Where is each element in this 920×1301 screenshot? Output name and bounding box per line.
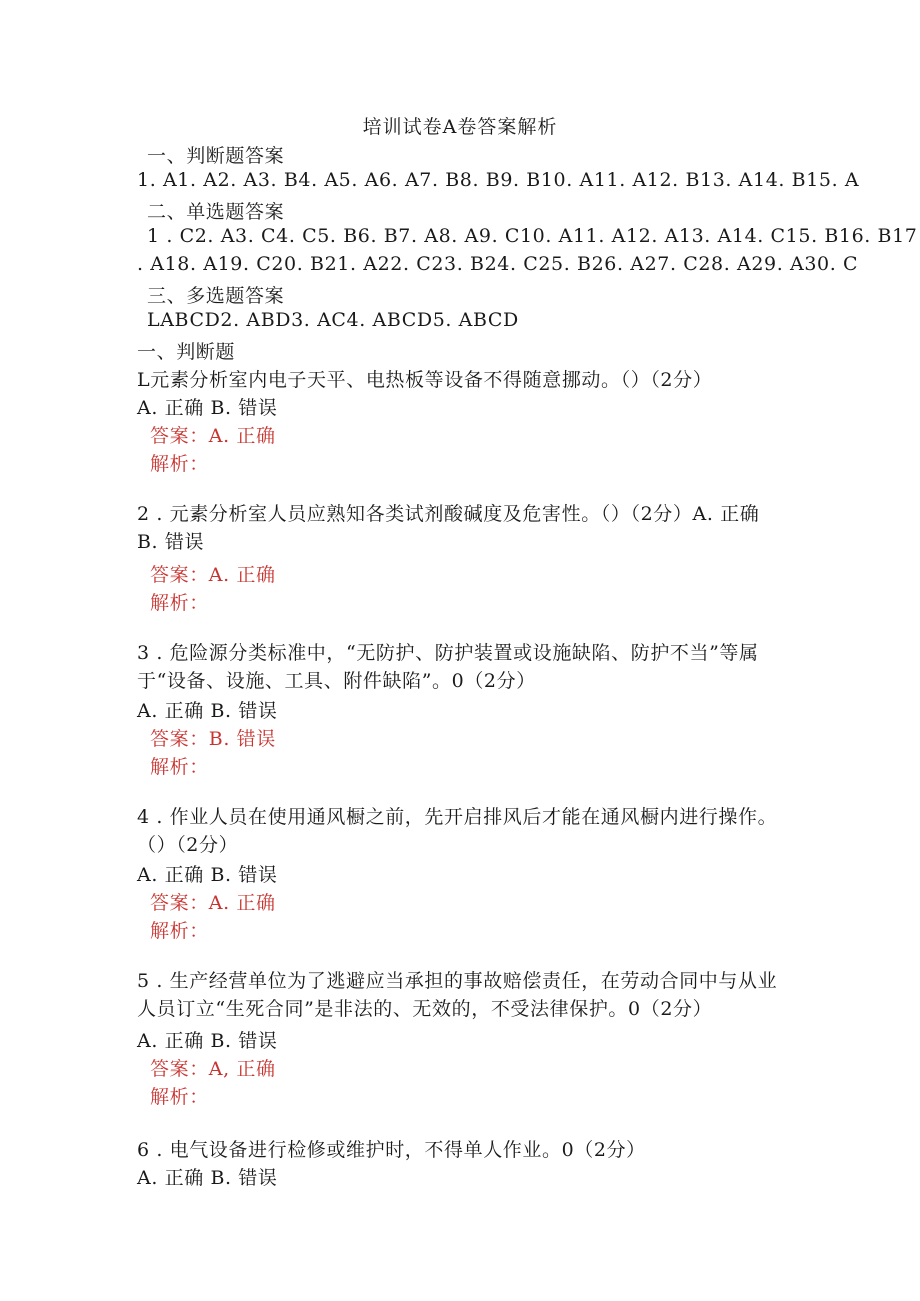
question-3-answer: 答案：B. 错误 <box>150 728 276 750</box>
question-6-options: A. 正确 B. 错误 <box>137 1167 278 1189</box>
question-4-analysis: 解析： <box>150 920 209 942</box>
question-3-analysis: 解析： <box>150 756 209 778</box>
question-5-text: 5 . 生产经营单位为了逃避应当承担的事故赔偿责任，在劳动合同中与从业人员订立“生死合同”是非法的、无效的，不受法律保护。0（2分） <box>137 970 778 1020</box>
question-4-text: 4 . 作业人员在使用通风橱之前，先开启排风后才能在通风橱内进行操作。（）（2分） <box>137 806 778 856</box>
section2-answers-line1: 1 . C2. A3. C4. C5. B6. B7. A8. A9. C10. A11. A12. A13. A14. C15. B16. B17 <box>147 225 918 247</box>
document-title: 培训试卷A卷答案解析 <box>362 116 558 138</box>
question-4-answer: 答案：A. 正确 <box>150 892 276 914</box>
section2-answer-heading: 二、单选题答案 <box>147 201 285 223</box>
question-1-answer: 答案：A. 正确 <box>150 425 276 447</box>
section-heading: 一、判断题 <box>137 341 236 363</box>
section2-answers-line2: . A18. A19. C20. B21. A22. C23. B24. C25. B26. A27. C28. A29. A30. C <box>137 253 859 275</box>
question-5-analysis: 解析： <box>150 1086 209 1108</box>
question-5-answer: 答案：A, 正确 <box>150 1058 276 1080</box>
question-2-answer: 答案：A. 正确 <box>150 564 276 586</box>
question-4-options: A. 正确 B. 错误 <box>137 864 278 886</box>
question-1-text: L元素分析室内电子天平、电热板等设备不得随意挪动。（）（2分） <box>137 369 713 391</box>
section3-answers: LABCD2. ABD3. AC4. ABCD5. ABCD <box>147 309 519 331</box>
question-6-text: 6 . 电气设备进行检修或维护时，不得单人作业。0（2分） <box>137 1139 646 1161</box>
section1-answers: 1. A1. A2. A3. B4. A5. A6. A7. B8. B9. B10. A11. A12. B13. A14. B15. A <box>137 169 860 191</box>
question-1-options: A. 正确 B. 错误 <box>137 397 278 419</box>
question-3-text: 3 . 危险源分类标准中，“无防护、防护装置或设施缺陷、防护不当”等属于“设备、设施、工具、附件缺陷”。0（2分） <box>137 642 759 692</box>
question-3-options: A. 正确 B. 错误 <box>137 700 278 722</box>
section3-answer-heading: 三、多选题答案 <box>147 285 285 307</box>
section1-answer-heading: 一、判断题答案 <box>147 145 285 167</box>
question-2-analysis: 解析： <box>150 592 209 614</box>
question-1-analysis: 解析： <box>150 453 209 475</box>
question-2-text: 2 . 元素分析室人员应熟知各类试剂酸碱度及危害性。（）（2分）A. 正确 B. 错误 <box>137 503 760 553</box>
question-5-options: A. 正确 B. 错误 <box>137 1030 278 1052</box>
